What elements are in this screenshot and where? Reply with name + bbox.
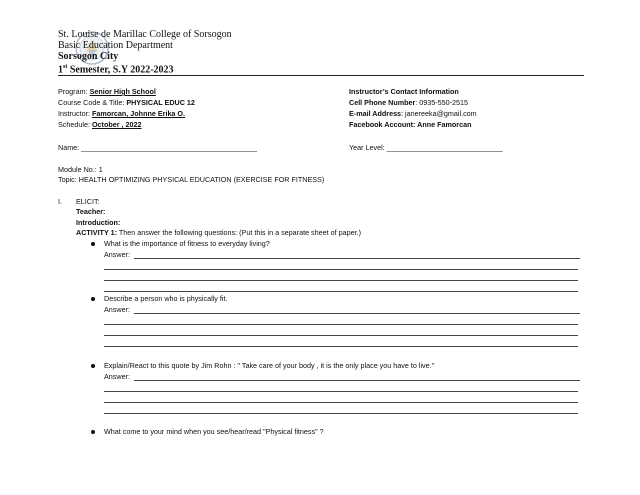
answer-line[interactable] [134, 258, 580, 259]
semester-number: 1 [58, 64, 63, 76]
answer-label-2: Answer: [104, 305, 130, 314]
year-level-field[interactable]: Year Level: _____________________________ [349, 143, 503, 152]
section-title: ELICIT: [76, 197, 100, 206]
answer-line[interactable] [104, 402, 578, 403]
semester-line [58, 62, 174, 75]
schedule-value: October , 2022 [91, 120, 142, 129]
question-3: Explain/React to this quote by Jim Rohn : " Take care of your body , it is the only place you have to live." [104, 361, 435, 370]
answer-line[interactable] [104, 346, 578, 347]
header-divider [58, 75, 584, 76]
question-1: What is the importance of fitness to everyday living? [104, 239, 270, 248]
program-label: Program: [58, 87, 90, 96]
semester-superscript: st [63, 64, 68, 70]
name-field[interactable]: Name: ____________________________________________ [58, 143, 258, 152]
answer-label-1: Answer: [104, 250, 130, 259]
answer-line[interactable] [134, 380, 580, 381]
email-row [349, 109, 477, 118]
facebook-row: Facebook Account: Anne Famorcan [349, 120, 472, 129]
module-number: Module No.: 1 [58, 165, 103, 174]
semester-year: Semester, S.Y 2022-2023 [67, 64, 174, 76]
course-row [58, 98, 195, 107]
email-label: E-mail Address [349, 109, 402, 118]
bullet-icon [91, 364, 95, 368]
activity-instruction [76, 228, 361, 237]
phone-value: : 0935-550-2515 [415, 98, 469, 107]
instructor-row [58, 109, 185, 118]
contact-heading: Instructor’s Contact Information [349, 87, 459, 96]
activity-label: ACTIVITY 1: [76, 228, 118, 237]
answer-line[interactable] [104, 291, 578, 292]
answer-line[interactable] [104, 324, 578, 325]
bullet-icon [91, 297, 95, 301]
program-value: Senior High School [89, 87, 156, 96]
program-row [58, 87, 156, 96]
section-numeral: I. [58, 197, 62, 206]
bullet-icon [91, 242, 95, 246]
answer-line[interactable] [104, 391, 578, 392]
phone-row [349, 98, 468, 107]
bullet-icon [91, 430, 95, 434]
city-name: Sorsogon City [58, 51, 119, 62]
introduction-label: Introduction: [76, 218, 121, 227]
activity-text: Then answer the following questions: (Put this in a separate sheet of paper.) [117, 228, 362, 237]
schedule-label: Schedule: [58, 120, 92, 129]
question-4: What come to your mind when you see/hear/read "Physical fitness" ? [104, 427, 324, 436]
school-name: St. Louise de Marillac College of Sorsogon [58, 29, 232, 40]
course-label: Course Code & Title: [58, 98, 127, 107]
answer-label-3: Answer: [104, 372, 130, 381]
answer-line[interactable] [104, 335, 578, 336]
email-value: : janereeka@gmail.com [401, 109, 477, 118]
instructor-label: Instructor: [58, 109, 92, 118]
course-value: PHYSICAL EDUC 12 [126, 98, 195, 107]
schedule-row [58, 120, 142, 129]
phone-label: Cell Phone Number [349, 98, 416, 107]
teacher-label: Teacher: [76, 207, 106, 216]
question-2: Describe a person who is physically fit. [104, 294, 228, 303]
answer-line[interactable] [104, 413, 578, 414]
answer-line[interactable] [104, 280, 578, 281]
department-name: Basic Education Department [58, 40, 173, 51]
module-topic: Topic: HEALTH OPTIMIZING PHYSICAL EDUCATION (EXERCISE FOR FITNESS) [58, 175, 325, 184]
answer-line[interactable] [134, 313, 580, 314]
answer-line[interactable] [104, 269, 578, 270]
instructor-value: Famorcan, Johnne Erika O. [91, 109, 186, 118]
